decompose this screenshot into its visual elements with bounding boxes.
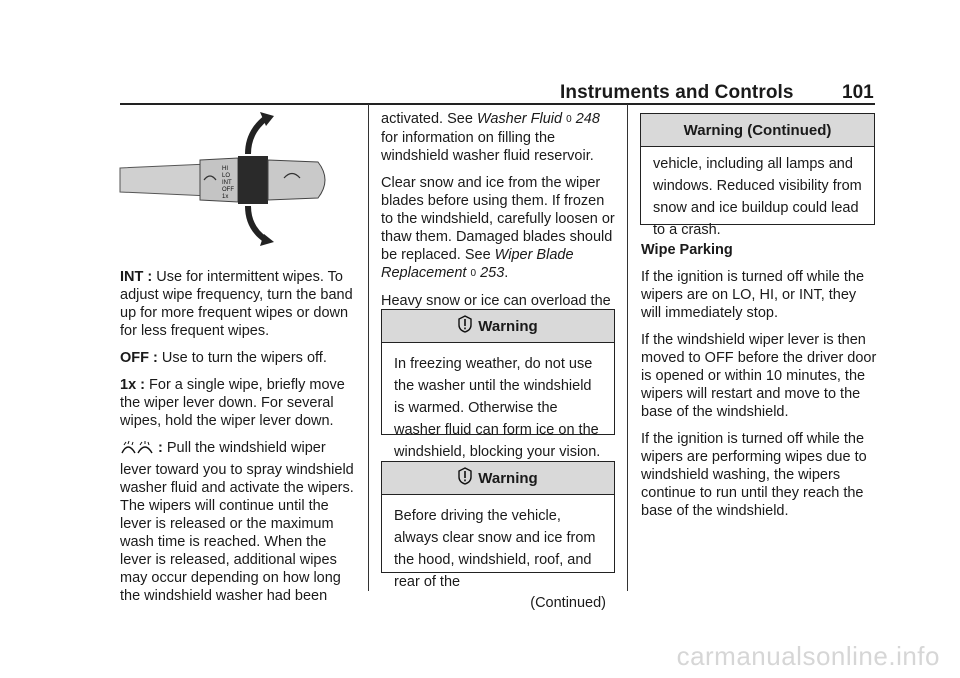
- wipe-parking-p3: If the ignition is turned off while the wipers are performing wipes due to windshield washing, the wipers continue to run until they reach the base of the windshield.: [641, 431, 867, 519]
- washer-fluid-page[interactable]: 248: [575, 111, 600, 127]
- washer-fluid-text-a: activated. See: [381, 111, 473, 127]
- wipe-parking-heading: Wipe Parking: [641, 242, 733, 258]
- column-divider-2: [627, 104, 628, 591]
- warning-icon: [458, 467, 472, 489]
- overload-paragraph: Heavy snow or ice can overload the: [381, 293, 611, 309]
- right-column: [641, 241, 877, 529]
- wiper-lever-figure: [118, 112, 358, 252]
- warning-title: Warning: [478, 469, 538, 487]
- middle-column: [381, 110, 617, 337]
- single-wipe-term: 1x :: [120, 377, 145, 393]
- snow-ice-text: Clear snow and ice from the wiper blades before using them. If frozen to the windshield, carefully loosen or thaw them. Damaged blades should be replaced. See: [381, 175, 615, 263]
- warning-header: [382, 462, 614, 495]
- warning-header: [641, 114, 874, 147]
- lever-label-lo: LO: [222, 173, 231, 179]
- off-text: Use to turn the wipers off.: [161, 350, 327, 366]
- wash-text: Pull the windshield wiper lever toward you to spray windshield washer fluid and activate the wipers. The wipers will continue until the lever is released or the maximum wash time is reached. When the lever is released, additional wipes may occur depending on how long the windshield washer had been: [120, 440, 354, 604]
- int-paragraph: [120, 268, 356, 340]
- warning-title: Warning: [478, 317, 538, 335]
- washer-fluid-text-b: for information on filling the windshield washer fluid reservoir.: [381, 130, 594, 164]
- column-divider-1: [368, 104, 369, 591]
- off-term: OFF :: [120, 350, 158, 366]
- snow-ice-end: .: [504, 265, 509, 281]
- single-wipe-text: For a single wipe, briefly move the wiper lever down. For several wipes, hold the wiper lever down.: [120, 377, 345, 429]
- washer-fluid-paragraph: [381, 110, 617, 165]
- int-term: INT :: [120, 269, 153, 285]
- page-ref-icon: 0: [470, 268, 477, 279]
- section-title: Instruments and Controls: [560, 82, 794, 103]
- page-ref-icon: 0: [566, 114, 572, 125]
- wipe-parking-p1: If the ignition is turned off while the wipers are on LO, HI, or INT, they will immediately stop.: [641, 269, 865, 321]
- wash-paragraph: [120, 439, 356, 605]
- wiper-blade-page[interactable]: 253: [480, 265, 505, 281]
- lever-label-1x: 1x: [222, 194, 229, 200]
- continued-label: (Continued): [530, 595, 606, 611]
- left-column: [120, 268, 356, 614]
- off-paragraph: [120, 349, 356, 367]
- single-wipe-paragraph: [120, 376, 356, 430]
- warning-text: vehicle, including all lamps and windows. Reduced visibility from snow and ice buildup could lead to a crash.: [653, 156, 862, 238]
- warning-header: [382, 310, 614, 343]
- wiper-blade-ref[interactable]: Wiper Blade Replacement: [381, 247, 574, 281]
- wash-term: :: [158, 440, 163, 456]
- warning-box-freezing: [381, 309, 615, 460]
- snow-ice-paragraph: [381, 174, 617, 283]
- int-text: Use for intermittent wipes. To adjust wipe frequency, turn the band up for more frequent wipes or down for less frequent wipes.: [120, 269, 353, 339]
- lever-label-hi: HI: [222, 166, 228, 172]
- page-number: 101: [842, 82, 874, 103]
- lever-label-int: INT: [222, 180, 232, 186]
- watermark: carmanualsonline.info: [676, 641, 940, 671]
- warning-icon: [458, 315, 472, 337]
- warning-text: In freezing weather, do not use the washer until the windshield is warmed. Otherwise the washer fluid can form ice on the windshield, blocking your vision.: [394, 356, 601, 460]
- header-rule: [120, 103, 875, 105]
- warning-box-snow: [381, 461, 615, 611]
- warning-box-continued: [640, 113, 875, 238]
- washer-fluid-ref[interactable]: Washer Fluid: [476, 111, 563, 127]
- warning-text: Before driving the vehicle, always clear snow and ice from the hood, windshield, roof, and rear of the: [394, 508, 596, 590]
- warning-title: Warning (Continued): [683, 121, 832, 139]
- wipe-parking-p2: If the windshield wiper lever is then moved to OFF before the driver door is opened or within 10 minutes, the wipers will restart and move to the base of the windshield.: [641, 332, 877, 420]
- lever-label-off: OFF: [222, 187, 234, 193]
- washer-icon: [120, 440, 154, 461]
